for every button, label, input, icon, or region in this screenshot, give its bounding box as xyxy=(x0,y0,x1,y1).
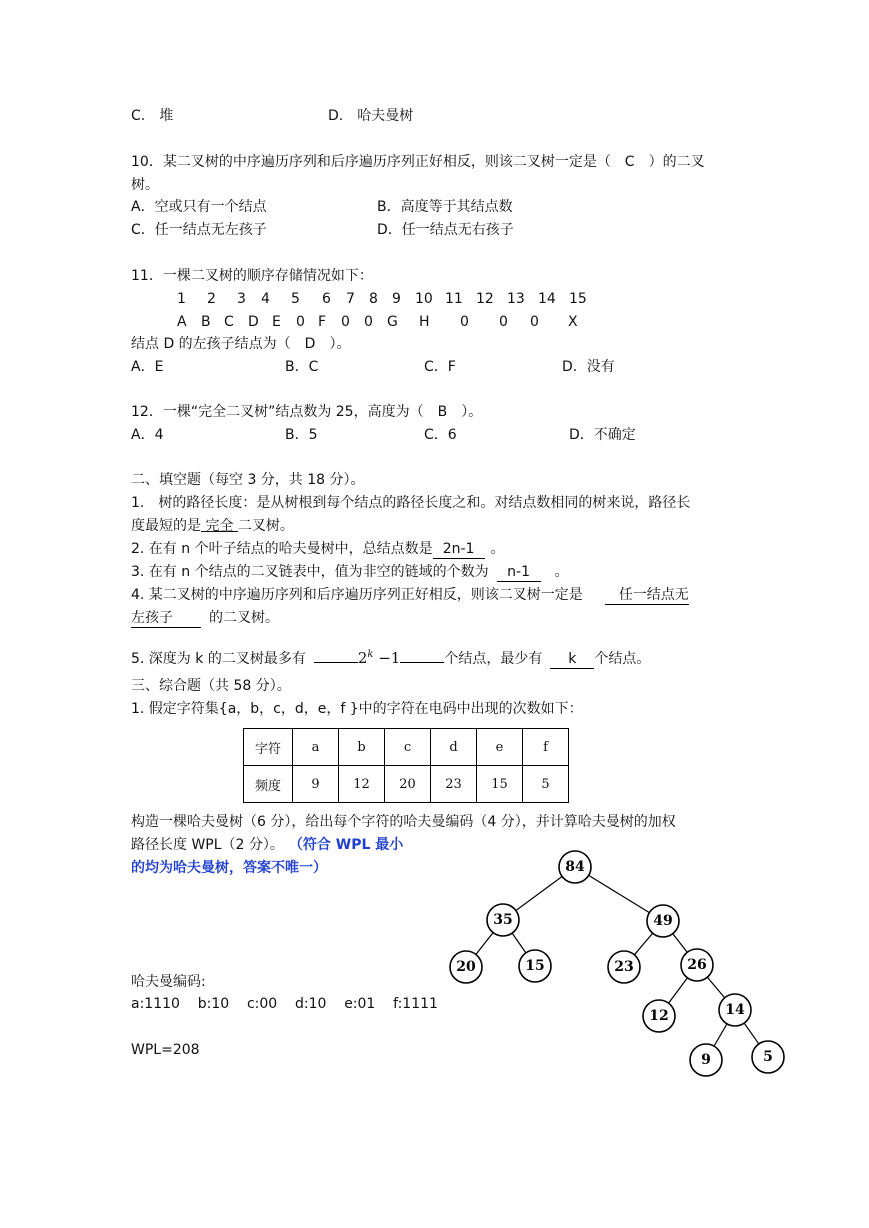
q11-index: 10 xyxy=(415,291,433,307)
fill2-prefix: 2. 在有 n 个叶子结点的哈夫曼树中，总结点数是 xyxy=(131,541,433,557)
table-cell: 23 xyxy=(431,766,477,803)
q11-index: 4 xyxy=(261,291,270,307)
tree-node-12 xyxy=(643,1000,675,1032)
fill4-answer-part1: 任一结点无 xyxy=(605,586,689,605)
tree-node-label: 20 xyxy=(456,959,476,975)
task-line1: 构造一棵哈夫曼树（6 分），给出每个字符的哈夫曼编码（4 分），并计算哈夫曼树的加权 xyxy=(131,814,676,830)
q11-value: F xyxy=(318,314,327,330)
q11-option-c: C．F xyxy=(424,359,456,375)
fill5-prefix: 5. 深度为 k 的二叉树最多有 xyxy=(131,651,306,667)
q11-index: 2 xyxy=(207,291,216,307)
answer-note-part2: 的均为哈夫曼树，答案不唯一） xyxy=(131,860,327,876)
task-line2-text: 路径长度 WPL（2 分）。 xyxy=(131,837,284,853)
q12-option-b: B．5 xyxy=(285,427,318,443)
tree-node-35 xyxy=(487,904,519,936)
fill2-answer: 2n-1 xyxy=(433,540,485,559)
q11-value: 0 xyxy=(296,314,305,330)
tree-node-20 xyxy=(450,951,482,983)
q11-value: A xyxy=(177,314,187,330)
fill4-answer-part2: 左孩子 xyxy=(131,609,201,628)
tree-node-label: 15 xyxy=(525,958,545,974)
q11-value: 0 xyxy=(499,314,508,330)
q11-index: 3 xyxy=(237,291,246,307)
fill3-answer: n-1 xyxy=(497,563,541,582)
tree-node-26 xyxy=(681,949,713,981)
tree-node-label: 9 xyxy=(701,1052,711,1068)
q11-index: 15 xyxy=(569,291,587,307)
fill4-line2 xyxy=(131,609,279,628)
tree-node-23 xyxy=(608,951,640,983)
q11-stem: 11．一棵二叉树的顺序存储情况如下： xyxy=(131,268,373,284)
fill1-answer: 完全 xyxy=(201,518,238,534)
table-cell: f xyxy=(523,729,569,766)
tree-node-14 xyxy=(719,994,751,1026)
q11-index: 8 xyxy=(369,291,378,307)
tree-node-label: 5 xyxy=(763,1049,773,1065)
table-cell: a xyxy=(293,729,339,766)
q11-question: 结点 D 的左孩子结点为（ D ）。 xyxy=(131,336,351,352)
q12-option-c: C．6 xyxy=(424,427,457,443)
q11-index: 9 xyxy=(392,291,401,307)
table-row xyxy=(244,766,569,803)
huffman-tree-diagram xyxy=(440,840,800,1080)
q11-value: E xyxy=(272,314,281,330)
q11-option-d: D．没有 xyxy=(562,359,615,375)
q11-value: B xyxy=(201,314,211,330)
answer-note-part1: （符合 WPL 最小 xyxy=(295,837,404,853)
q11-value: 0 xyxy=(341,314,350,330)
table-cell: 12 xyxy=(339,766,385,803)
comprehensive-q1-stem: 1. 假定字符集{a，b，c，d，e，f }中的字符在电码中出现的次数如下： xyxy=(131,701,583,717)
fill3-prefix: 3. 在有 n 个结点的二叉链表中，值为非空的链域的个数为 xyxy=(131,564,489,580)
q10-option-d: D．任一结点无右孩子 xyxy=(377,222,514,238)
q11-value: H xyxy=(419,314,430,330)
table-cell: e xyxy=(477,729,523,766)
fill2-line xyxy=(131,540,505,559)
task-line2 xyxy=(131,836,403,854)
tree-node-label: 84 xyxy=(565,859,585,875)
q11-value: G xyxy=(387,314,398,330)
tree-node-label: 14 xyxy=(725,1002,745,1018)
tree-node-label: 12 xyxy=(649,1008,669,1024)
section3-title: 三、综合题（共 58 分）。 xyxy=(131,678,291,694)
fill4-prefix: 4. 某二叉树的中序遍历序列和后序遍历序列正好相反，则该二叉树一定是 xyxy=(131,587,583,603)
q11-index: 12 xyxy=(476,291,494,307)
q12-stem: 12．一棵“完全二叉树”结点数为 25，高度为（ B ）。 xyxy=(131,404,483,420)
q10-option-a: A．空或只有一个结点 xyxy=(131,199,267,215)
tree-node-49 xyxy=(647,905,679,937)
q11-index: 7 xyxy=(346,291,355,307)
fill1-line1: 1. 树的路径长度：是从树根到每个结点的路径长度之和。对结点数相同的树来说，路径长 xyxy=(131,495,691,511)
q11-value: 0 xyxy=(530,314,539,330)
wpl-value: WPL=208 xyxy=(131,1042,200,1058)
q11-option-b: B．C xyxy=(285,359,319,375)
fill2-suffix: 。 xyxy=(490,541,505,557)
q10-stem-line2: 树。 xyxy=(131,177,159,193)
tree-node-84 xyxy=(559,851,591,883)
tree-node-15 xyxy=(519,950,551,982)
section2-title: 二、填空题（每空 3 分，共 18 分）。 xyxy=(131,472,365,488)
fill3-suffix: 。 xyxy=(554,564,569,580)
q12-option-d: D．不确定 xyxy=(569,427,636,443)
q11-value: 0 xyxy=(460,314,469,330)
q9-option-c: C. 堆 xyxy=(131,108,174,124)
q9-option-d: D. 哈夫曼树 xyxy=(328,108,414,124)
table-cell: 20 xyxy=(385,766,431,803)
tree-node-label: 35 xyxy=(493,912,513,928)
fill4-suffix: 的二叉树。 xyxy=(209,610,279,626)
q11-index: 13 xyxy=(507,291,525,307)
fill3-line xyxy=(131,563,569,582)
q11-index: 11 xyxy=(445,291,463,307)
fill1-prefix: 度最短的是 xyxy=(131,518,201,534)
q10-stem-line1: 10．某二叉树的中序遍历序列和后序遍历序列正好相反，则该二叉树一定是（ C ）的二叉 xyxy=(131,154,705,170)
q12-option-a: A．4 xyxy=(131,427,164,443)
fill5-formula xyxy=(358,649,401,667)
table-cell: 9 xyxy=(293,766,339,803)
q11-value: D xyxy=(248,314,259,330)
table-header-freq: 频度 xyxy=(244,766,293,803)
tree-node-label: 23 xyxy=(614,959,634,975)
q11-index: 14 xyxy=(538,291,556,307)
q10-option-b: B．高度等于其结点数 xyxy=(377,199,513,215)
table-cell: d xyxy=(431,729,477,766)
q11-value: C xyxy=(224,314,234,330)
table-row xyxy=(244,729,569,766)
fill5-middle: 个结点，最少有 xyxy=(444,651,543,667)
q11-value: 0 xyxy=(364,314,373,330)
fill5-formula-exponent: k xyxy=(367,649,374,660)
tree-node-label: 49 xyxy=(653,913,673,929)
q11-index: 5 xyxy=(291,291,300,307)
tree-node-9 xyxy=(690,1044,722,1076)
fill5-formula-base: 2 xyxy=(357,649,368,667)
huffman-codes: a:1110 b:10 c:00 d:10 e:01 f:1111 xyxy=(131,996,438,1012)
q11-index: 1 xyxy=(177,291,186,307)
table-cell: 15 xyxy=(477,766,523,803)
tree-node-5 xyxy=(752,1041,784,1073)
fill5-answer2: k xyxy=(550,650,594,669)
q10-option-c: C．任一结点无左孩子 xyxy=(131,222,267,238)
fill1-suffix: 二叉树。 xyxy=(237,518,294,534)
huffman-codes-label: 哈夫曼编码: xyxy=(131,974,206,990)
frequency-table xyxy=(243,728,569,803)
table-header-char: 字符 xyxy=(244,729,293,766)
q11-value: X xyxy=(568,314,578,330)
fill5-formula-tail: −1 xyxy=(373,649,401,667)
table-cell: 5 xyxy=(523,766,569,803)
fill5-suffix: 个结点。 xyxy=(594,651,651,667)
q11-index: 6 xyxy=(322,291,331,307)
fill4-line1 xyxy=(131,586,689,605)
tree-node-label: 26 xyxy=(687,957,707,973)
fill1-line2 xyxy=(131,517,294,535)
table-cell: c xyxy=(385,729,431,766)
fill5-line xyxy=(131,646,650,669)
q11-option-a: A．E xyxy=(131,359,164,375)
table-cell: b xyxy=(339,729,385,766)
